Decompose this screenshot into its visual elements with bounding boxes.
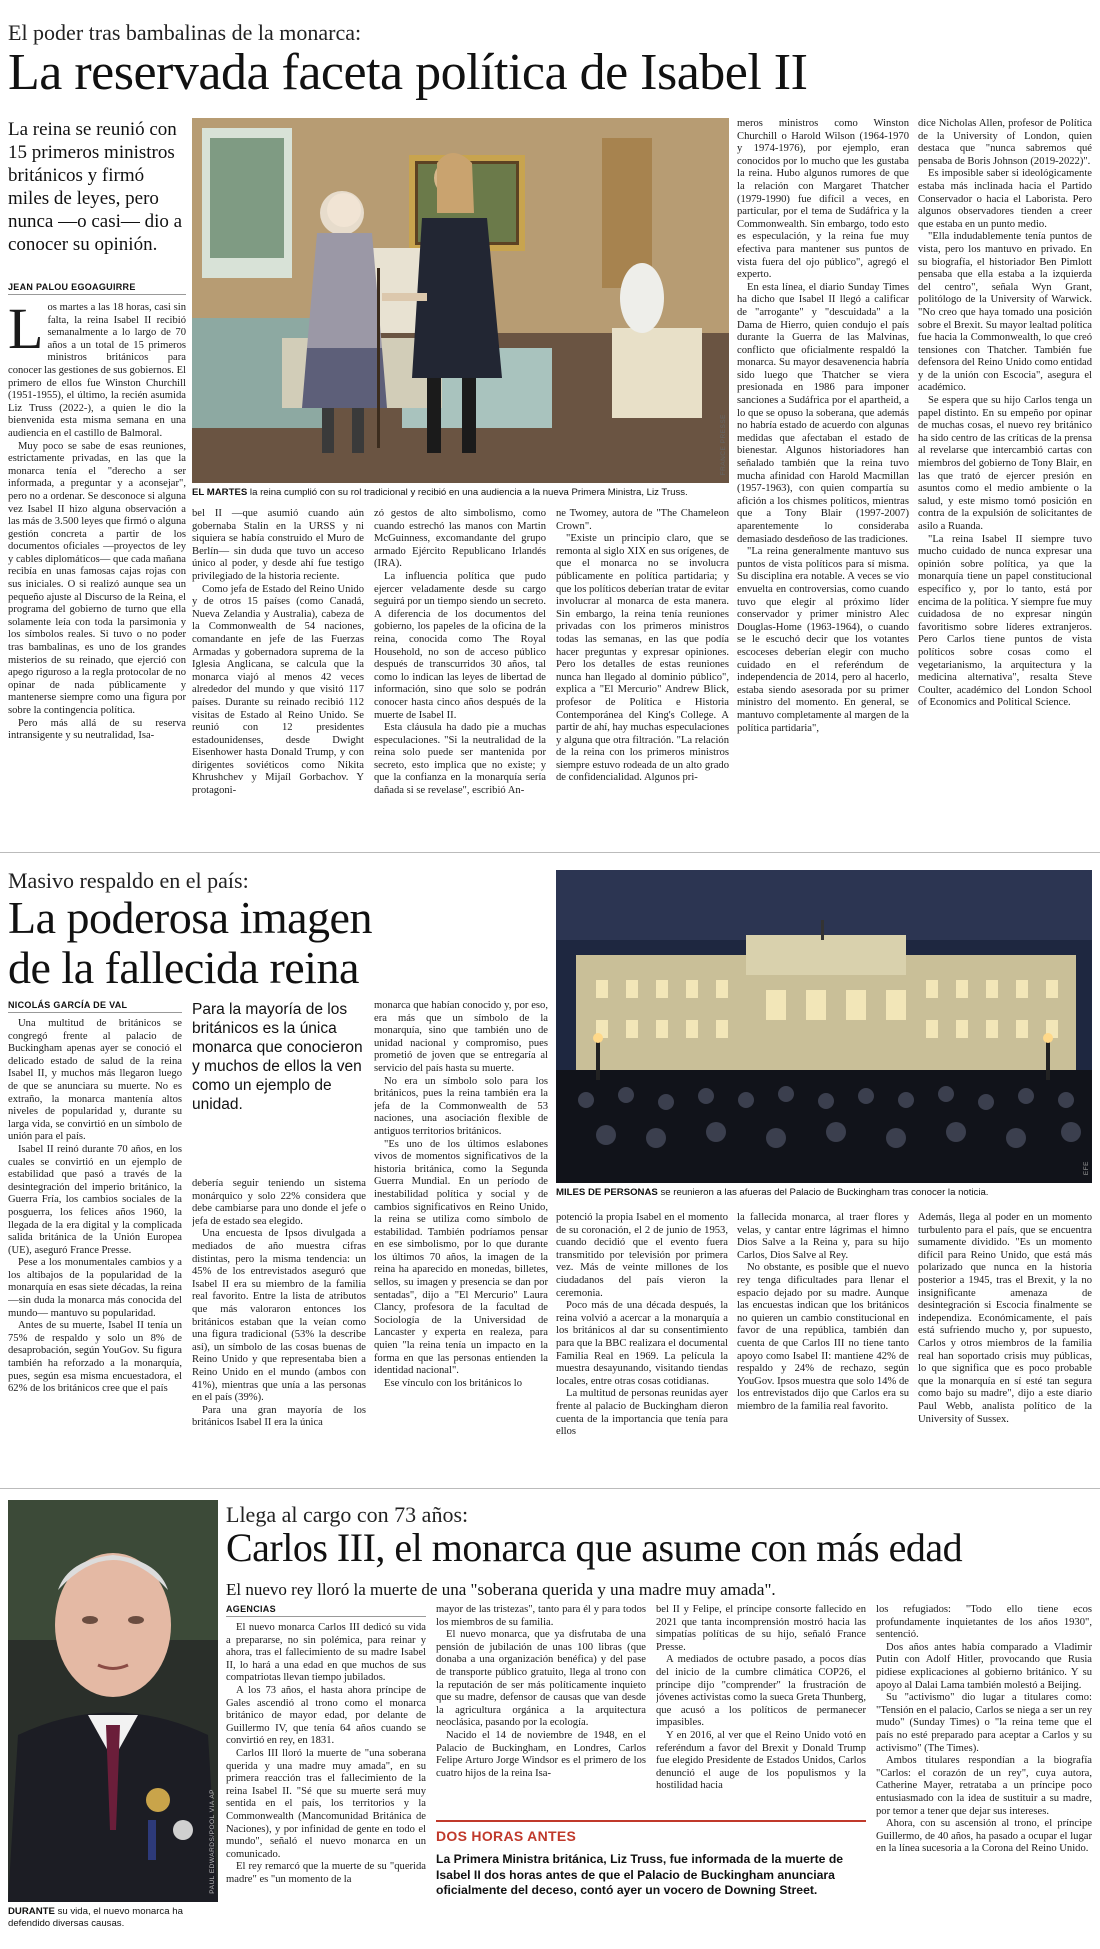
article3-column-3 [656, 1604, 866, 1814]
article1-photo-caption [192, 487, 729, 499]
paragraph: os martes a las 18 horas, casi sin falta, la reina Isabel II recibió semanalmente a lo largo de 70 años a un total de 15 primeros ministros británicos para conocer las gestiones de sus gobiernos. El primero de ellos fue Winston Churchill (1951-1955), el último, la recién asumida Liz Truss (2022-), a quien le dio la bienvenida esta misma semana en una audiencia en el castillo de Balmoral. [8, 302, 186, 439]
paragraph: Ese vínculo con los británicos lo [384, 1377, 522, 1389]
article2-photo-credit: EFE [1083, 1160, 1090, 1175]
paragraph: "Ella indudablemente tenía puntos de vista, pero los mantuvo en privado. En su biografía, el historiador Ben Pimlott pensaba que ella estaba a la izquierda del centro", señala Wyn Grant, politólogo de la University of Warwick. "No creo que haya tomado una posición sobre el Brexit. Su mayor lealtad política fue hacia la Commonwealth, lo que creó tensiones con Thatcher. También fue defensora del Reino Unido como entidad y de la unión con Escocia", asegura el académico. [918, 231, 1092, 394]
paragraph: No era un símbolo solo para los británicos, pues la reina también era la jefa de la Commonwealth de 53 naciones, una asociación flexible de antiguos territorios británicos. [374, 1075, 548, 1137]
caption-lead: MILES DE PERSONAS [556, 1187, 658, 1198]
caption-text: la reina cumplió con su rol tradicional y recibió en una audiencia a la nueva Primera Ministra, Liz Truss. [247, 487, 688, 498]
article2-photo [556, 870, 1092, 1183]
article3-photo [8, 1500, 218, 1902]
dropcap: L [8, 302, 44, 361]
paragraph: dice Nicholas Allen, profesor de Política de la University of London, quien destaca que "nunca sabremos qué pensaba de Boris Johnson (2019-2022)". [918, 118, 1092, 167]
article1-deck: La reina se reunió con 15 primeros ministros británicos y firmó miles de leyes, pero nunca —o casi— dio a conocer su opinión. [8, 119, 183, 255]
paragraph: Pese a los monumentales cambios y a los altibajos de la popularidad de la monarquía en esas siete décadas, la reina —sin duda la monarca más conocida del mundo— mantuvo su popularidad. [8, 1257, 182, 1319]
paragraph: Una encuesta de Ipsos divulgada a mediados de año muestra cifras distintas, pero la misma tendencia: un 45% de los entrevistados aseguró que Isabel II era su miembro de la familia real favorito. Entre la lista de atributos que más valoraron entonces los británicos estaban que la veían como una figura tradicional (53% la describe así), un símbolo de las cosas buenas de Reino Unido y que representaba bien a Reino Unido en el mundo (ambos con 41%), mientras que unía a las personas en el país (39%). [192, 1228, 366, 1404]
paragraph: En esta línea, el diario Sunday Times ha dicho que Isabel II llegó a calificar de "arrogante" y "descuidada" a la Dama de Hierro, quien condujo el país durante la Guerra de las Malvinas, conflicto que oficialmente respaldó la monarca. Su mayor desavenencia habría sido luego que Thatcher se viera presionada en 1986 para imponer sanciones a Sudáfrica por el apartheid, a lo que se opuso la soberana, que además no habría estado de acuerdo con algunas medidas que afectaban el estado de bienestar. Algunos historiadores han señalado también que la reina tuvo mucha afinidad con Harold Macmillan (1957-1963), con quien compartía su afición a los chismes políticos, mientras que a Tony Blair (1997-2007) aparentemente lo consideraba demasiado desdeñoso de las tradiciones. [737, 281, 909, 545]
article2-byline: NICOLÁS GARCÍA DE VAL [8, 1000, 182, 1013]
paragraph: Nacido el 14 de noviembre de 1948, en el Palacio de Buckingham, en Londres, Carlos Felipe Arturo Jorge Windsor es el primero de los cuatro hijos de la reina Isa- [436, 1729, 646, 1779]
article1-headline: La reservada faceta política de Isabel II [8, 44, 808, 101]
paragraph: Muy poco se sabe de esas reuniones, estrictamente privadas, en las que la monarca tenía el "derecho a ser informada, a preguntar y a aconsejar", pero no a ordenar. Se desconoce si alguna vez Isabel II hizo alguna observación a las más de 3.500 leyes que firmó o alguna gestión concreta a partir de los documentos oficiales —proyectos de ley y cables diplomáticos— que cada mañana recibía en unas famosas cajas rojas con sus iniciales. O si realizó aunque sea un pequeño ajuste al Discurso de la Reina, el programa del gobierno de turno que ella solamente leía con toda la parsimonia y los símbolos reales. Si tuvo o no poder tras bambalinas, es uno de los grandes misterios de su reinado, que ejerció con apego riguroso a la regla protocolar de no opinar de nada públicamente y mantenerse siempre como una figura por sobre la contingencia política. [8, 440, 186, 716]
article2-column-6 [918, 1212, 1092, 1478]
paragraph: ne Twomey, autora de "The Chameleon Crown". [556, 508, 729, 532]
paragraph: Ambos titulares respondían a la biografía "Carlos: el corazón de un rey", cuya autora, Catherine Mayer, retrataba a un príncipe poco entusiasmado con la idea de sustituir a su madre, por temor a tener que dejar sus intereses. [876, 1755, 1092, 1817]
paragraph: "La reina Isabel II siempre tuvo mucho cuidado de nunca expresar una opinión sobre política, ya que la monarquía tiene un papel constitucional específico y, por lo tanto, está por encima de la política. Y siempre fue muy cuidadosa de no expresar ningún favoritismo sobre líderes extranjeros. Pero Carlos tiene puntos de vista políticos sobre cosas como el vegetarianismo, la arquitectura y la medicina alternativa", resalta Steve Coulter, académico del London School of Economics and Political Science. [918, 533, 1092, 709]
paragraph: monarca que habían conocido y, por eso, era más que un símbolo de la monarquía, sino que también uno de unidad nacional y compromiso, pues prometió de joven que se entregaría al servicio del país hasta su muerte. [374, 1000, 548, 1074]
paragraph: Además, llega al poder en un momento turbulento para el país, que se encuentra sumamente dividido. "Es un momento difícil para Reino Unido, que está más polarizado que nunca en la historia posterior a 1945, tras el Brexit, y la no insignificante amenaza de desintegración si Escocia finalmente se independiza. Económicamente, el país está sufriendo mucho y, por supuesto, Carlos y otros miembros de la familia real han soportado crisis muy públicas, lo que significa que es poco probable que la monarquía en sí esté tan segura como bajo su madre", dijo a este diario Paul Webb, analista político de la University of Sussex. [918, 1212, 1092, 1425]
article1-column-3 [374, 508, 546, 842]
paragraph: El nuevo monarca Carlos III dedicó su vida a prepararse, no sin polémica, para reinar y ahora, tras el fallecimiento de su madre Isabel II, lo hará a una edad en que muchos de sus compatriotas llevan tiempo jubilados. [226, 1622, 426, 1684]
sidebar-body: La Primera Ministra británica, Liz Truss, fue informada de la muerte de Isabel II dos horas antes de que el Palacio de Buckingham anunciara oficialmente del deceso, contó ayer un vocero de Downing Street. [436, 1852, 844, 1897]
article1-photo-credit: FRANCE PRESSE [720, 413, 727, 475]
paragraph: La multitud de personas reunidas ayer frente al palacio de Buckingham dieron cuenta de la importancia que tenía para ellos [556, 1388, 728, 1438]
buckingham-crowd-photo [556, 870, 1092, 1183]
article2-headline [8, 893, 372, 993]
paragraph: Su "activismo" dio lugar a titulares como: "Tensión en el palacio, Carlos se niega a ser un rey mudo" (Sunday Times) o "la reina teme que el país no esté preparado para aceptar a Carlos y su activismo" (The Times). [876, 1692, 1092, 1754]
paragraph: Como jefa de Estado del Reino Unido y de otros 15 países (como Canadá, Nueva Zelandia y Australia), cabeza de la Commonwealth de 54 naciones, comandante en jefe de las Fuerzas Armadas y gobernadora suprema de la Iglesia Anglicana, se calcula que la monarca viajó al menos 42 veces alrededor del mundo y que visitó 117 países. Durante su reinado recibió 112 visitas de Estado al Reino Unido. Se reunió con 12 presidentes estadounidenses, desde Dwight Eisenhower hasta Donald Trump, y con dirigentes soviéticos como Nikita Khrushchev y Mijaíl Gorbachov. Y protagoni- [192, 583, 364, 797]
paragraph: Es imposible saber si ideológicamente estaba más inclinada hacia el Partido Conservador o hacia el Laborista. Pero algunos observadores tienden a creer que estaba en un punto medio. [918, 168, 1092, 230]
section-divider [0, 1488, 1100, 1489]
paragraph: meros ministros como Winston Churchill o Harold Wilson (1964-1970 y 1974-1976), por ejemplo, eran conocidos por lo mucho que les gustaba la reina. Hubo algunos rumores de que la relación con Margaret Thatcher (1979-1990) fue difícil a veces, en particular, por el tema de Sudáfrica y la Commonwealth. Sin embargo, todo esto es especulación, y la reina fue muy efectiva para mantener sus puntos de vista fuera del ojo público", agregó el experto. [737, 118, 909, 281]
paragraph: Isabel II reinó durante 70 años, en los cuales se convirtió en un ejemplo de estabilidad que pasó a través de la desintegración del imperio británico, la Guerra Fría, los cambios sociales de la posguerra, los felices años 1960, la llegada de la era digital y la complicada salida británica de la Unión Europea (UE), aseguró France Presse. [8, 1143, 182, 1256]
article3-photo-caption [8, 1906, 218, 1930]
paragraph: Una multitud de británicos se congregó frente al palacio de Buckingham apenas ayer se conoció el delicado estado de salud de la reina Isabel II, y muchos más llegaron luego de que se anunciara su muerte. No es extraño, la monarca mantenía altos niveles de popularidad y, durante su larga vida, se convirtió en un símbolo de unión para el país. [8, 1018, 182, 1143]
article2-column-4 [556, 1212, 728, 1478]
paragraph: "La reina generalmente mantuvo sus puntos de vista políticos para sí misma. Su disciplina era notable. A veces se vio envuelta en controversias, como cuando tuvo que elegir al próximo líder conservador y primer ministro Alec Douglas-Home (1963-1964), o cuando se le escuchó decir que los votantes escoceses deberían elegir con mucho cuidado en el referéndum de independencia de 2014, pero al hacerlo, estaba siendo asesorada por su primer ministro del momento. En general, se mantuvo completamente al margen de la política partidaria", [737, 546, 909, 734]
caption-lead: EL MARTES [192, 487, 248, 498]
article2-column-2 [192, 1178, 366, 1478]
paragraph: Esta cláusula ha dado pie a muchas especulaciones. "Si la neutralidad de la reina solo puede ser mantenida por secreto, esto implica que no existe; y que la confianza en la monarquía sería dañada si se revelase", escribió An- [374, 722, 546, 797]
paragraph: bel II —que asumió cuando aún gobernaba Stalin en la URSS y ni siquiera se había construido el Muro de Berlín— sin duda que tuvo un acceso único al poder, y desde ahí fue testigo privilegiado de la historia reciente. [192, 508, 364, 582]
paragraph: Poco más de una década después, la reina volvió a acercar a la monarquía a los británicos al dar su consentimiento para que la BBC realizara el documental Familia Real en 1969. La película la muestra desayunando, visitando tiendas locales, entre otras cosas cotidianas. [556, 1300, 728, 1387]
paragraph: "Es uno de los últimos eslabones vivos de momentos significativos de la historia británica, como la Segunda Guerra Mundial. En un período de inestabilidad política y social y de cambios significativos en Reino Unido, la reina se utiliza como símbolo de estabilidad. También podríamos pensar en ese simbolismo, por lo que durante los últimos 70 años, la imagen de la reina ha aparecido en monedas, billetes, sellos, su imagen y presencia se dan por sentadas", dijo a "El Mercurio" Laura Clancy, profesora de la facultad de Sociología de la Universidad de Lancaster y experta en realeza, para quien "la reina tenía un impacto en la forma en que las personas entienden la identidad nacional". [374, 1138, 548, 1377]
article1-column-6 [918, 118, 1092, 842]
king-charles-photo [8, 1500, 218, 1902]
paragraph: No obstante, es posible que el nuevo rey tenga dificultades para llenar el espacio dejado por su madre. Aunque las encuestas indican que los británicos no quieren un cambio constitucional en favor de una república, también dan cuenta de que Carlos III no tiene tanto apoyo como Isabel II: mantiene 42% de respaldo y 24% de rechazo, según YouGov. Ipsos muestra que solo 14% de los entrevistados dijo que Carlos era su miembro de la familia real favorito. [737, 1262, 909, 1412]
article3-column-1 [226, 1622, 426, 1944]
article3-kicker: Llega al cargo con 73 años: [226, 1502, 469, 1527]
caption-text: se reunieron a las afueras del Palacio de Buckingham tras conocer la noticia. [657, 1187, 989, 1198]
paragraph: mayor de las tristezas", tanto para él y para todos los miembros de su familia. [436, 1604, 646, 1628]
article1-photo [192, 118, 729, 483]
article1-column-2 [192, 508, 364, 842]
article1-column-1 [8, 302, 186, 842]
paragraph: Antes de su muerte, Isabel II tenía un 75% de respaldo y solo un 8% de desaprobación, según YouGov. Su figura también ha reforzado a la monarquía, pues, según esa misma encuestadora, el 62% de los británicos cree que el país [8, 1320, 182, 1395]
article2-photo-caption [556, 1187, 1092, 1199]
paragraph: los refugiados: "Todo ello tiene ecos profundamente inquietantes de los años 1930", sentenció. [876, 1604, 1092, 1641]
article3-deck: El nuevo rey lloró la muerte de una "soberana querida y una madre muy amada". [226, 1580, 776, 1599]
article1-column-4 [556, 508, 729, 842]
article3-sidebar [436, 1820, 866, 1944]
headline-line: La poderosa imagen [8, 892, 372, 943]
paragraph: A los 73 años, el hasta ahora príncipe de Gales ascendió al trono como el monarca británico de mayor edad, por delante de Guillermo IV, que tenía 64 años cuando se convirtió en rey, en 1831. [226, 1684, 426, 1747]
article2-column-5 [737, 1212, 909, 1478]
article3-photo-credit: PAUL EDWARDS/POOL VIA AP [209, 1789, 216, 1894]
queen-truss-photo [192, 118, 729, 483]
paragraph: potenció la propia Isabel en el momento de su coronación, el 2 de junio de 1953, cuando decidió que el evento fuera transmitido por televisión por primera vez. Más de veinte millones de los ciudadanos del país vieron la ceremonia. [556, 1212, 728, 1299]
article3-column-4 [876, 1604, 1092, 1944]
section-divider [0, 852, 1100, 853]
paragraph: A mediados de octubre pasado, a pocos días del inicio de la cumbre climática COP26, el príncipe dijo "comprender" la frustración de jóvenes activistas como la sueca Greta Thunberg, que acusó a los políticos de permanecer impasibles. [656, 1654, 866, 1729]
paragraph: debería seguir teniendo un sistema monárquico y solo 22% considera que debe cambiarse para uno donde el jefe o jefa de estado sea elegido. [192, 1178, 366, 1227]
paragraph: El rey remarcó que la muerte de su "querida madre" es "un momento de la [226, 1861, 426, 1885]
article3-column-2 [436, 1604, 646, 1814]
paragraph: bel II y Felipe, el príncipe consorte fallecido en 2021 que tanta incomprensión mostró hacia las simpatías políticas de su hijo, señaló France Presse. [656, 1604, 866, 1653]
paragraph: zó gestos de alto simbolismo, como cuando estrechó las manos con Martin McGuinness, excomandante del grupo armado Ejército Republicano Irlandés (IRA). [374, 508, 546, 570]
article1-kicker: El poder tras bambalinas de la monarca: [8, 20, 362, 45]
article2-column-3 [374, 1000, 548, 1478]
paragraph: La influencia política que pudo ejercer veladamente desde su cargo seguirá por un tiempo siendo un secreto. A diferencia de los documentos del gobierno, los papeles de la oficina de la reina, conocida como The Royal Household, no son de acceso público después de transcurridos 30 años, tal como lo indican las leyes de libertad de información, sino que solo se podrán conocer hasta cinco años después de la muerte de Isabel II. [374, 570, 546, 721]
caption-lead: DURANTE [8, 1906, 55, 1917]
paragraph: Ahora, con su ascensión al trono, el príncipe Guillermo, de 40 años, ha pasado a ocupar el lugar en la línea sucesoria a la Corona del Reino Unido. [876, 1818, 1092, 1855]
headline-line: de la fallecida reina [8, 942, 359, 993]
sidebar-title: DOS HORAS ANTES [436, 1828, 577, 1844]
article1-column-5 [737, 118, 909, 842]
caption-text: su vida, el nuevo monarca ha defendido diversas causas. [8, 1906, 183, 1929]
article1-byline: JEAN PALOU EGOAGUIRRE [8, 282, 186, 295]
article2-column-1 [8, 1018, 182, 1478]
paragraph: "Existe un principio claro, que se remonta al siglo XIX en sus orígenes, de que el monarca no se involucra públicamente en política partidaria; y que los políticos deberían tratar de evitar involucrar al monarca de esta manera. Sin embargo, la reina tenía reuniones privadas con los primeros ministros todas las semanas, en las que podía hacer preguntas y expresar opiniones. Pero los detalles de estas reuniones nunca han llegado al dominio público", explica a "El Mercurio" Andrew Blick, profesor de Política e Historia Contemporánea del King's College. A partir de ahí, hay muchas especulaciones y alguna que otra filtración. "La relación de la reina con los primeros ministros siempre estuvo rodeada de un alto grado de confidencialidad. Algunos pri- [556, 533, 729, 784]
paragraph: Dos años antes había comparado a Vladimir Putin con Adolf Hitler, provocando que Rusia pidiese explicaciones al gobierno británico. Y su apoyo al Dalai Lama también molestó a Beijing. [876, 1641, 1092, 1691]
article2-pullquote: Para la mayoría de los británicos es la única monarca que conocieron y muchos de ellos la ven como un ejemplo de unidad. [192, 1001, 363, 1113]
paragraph: Carlos III lloró la muerte de "una soberana querida y una madre muy amada", en su primera reacción tras el fallecimiento de la reina Isabel II. "Sé que su muerte será muy sentida en el país, los territorios y la Commonwealth (Mancomunidad Británica de Naciones), y por infinidad de gente en todo el mundo", señaló el nuevo monarca en un comunicado. [226, 1747, 426, 1860]
paragraph: Pero más allá de su reserva intransigente y su neutralidad, Isa- [8, 717, 186, 742]
paragraph: la fallecida monarca, al traer flores y velas, y cantar entre lágrimas el himno Dios Salve a la Reina y, para su hijo Carlos, Dios Salve al Rey. [737, 1212, 909, 1261]
paragraph: Y en 2016, al ver que el Reino Unido votó en referéndum a favor del Brexit y Donald Trump fue elegido Presidente de Estados Unidos, Carlos denunció el auge de los populismos y la hostilidad hacia [656, 1729, 866, 1792]
paragraph: El nuevo monarca, que ya disfrutaba de una pensión de jubilación de unas 100 libras (que donaba a una organización benéfica) y del pase de transporte público gratuito, llega al trono con la reputación de ser más políticamente inquieto que su madre, defensor de causas que van desde la agricultura orgánica a la arquitectura neoclásica, pasando por la ecología. [436, 1629, 646, 1729]
article3-headline: Carlos III, el monarca que asume con más edad [226, 1525, 963, 1570]
article2-kicker: Masivo respaldo en el país: [8, 868, 249, 893]
paragraph: Para una gran mayoría de los británicos Isabel II era la única [192, 1404, 366, 1429]
paragraph: Se espera que su hijo Carlos tenga un papel distinto. En su empeño por opinar de muchas cosas, el nuevo rey británico ha sido centro de las críticas de la prensa al revelarse que intercambió cartas con miembros del gobierno de Tony Blair, en las que trató de ejercer presión en asuntos como el medio ambiente o la salud, y este mismo tomó posición en contra de la expulsión de solicitantes de asilo a Ruanda. [918, 395, 1092, 532]
article3-byline: AGENCIAS [226, 1604, 426, 1617]
